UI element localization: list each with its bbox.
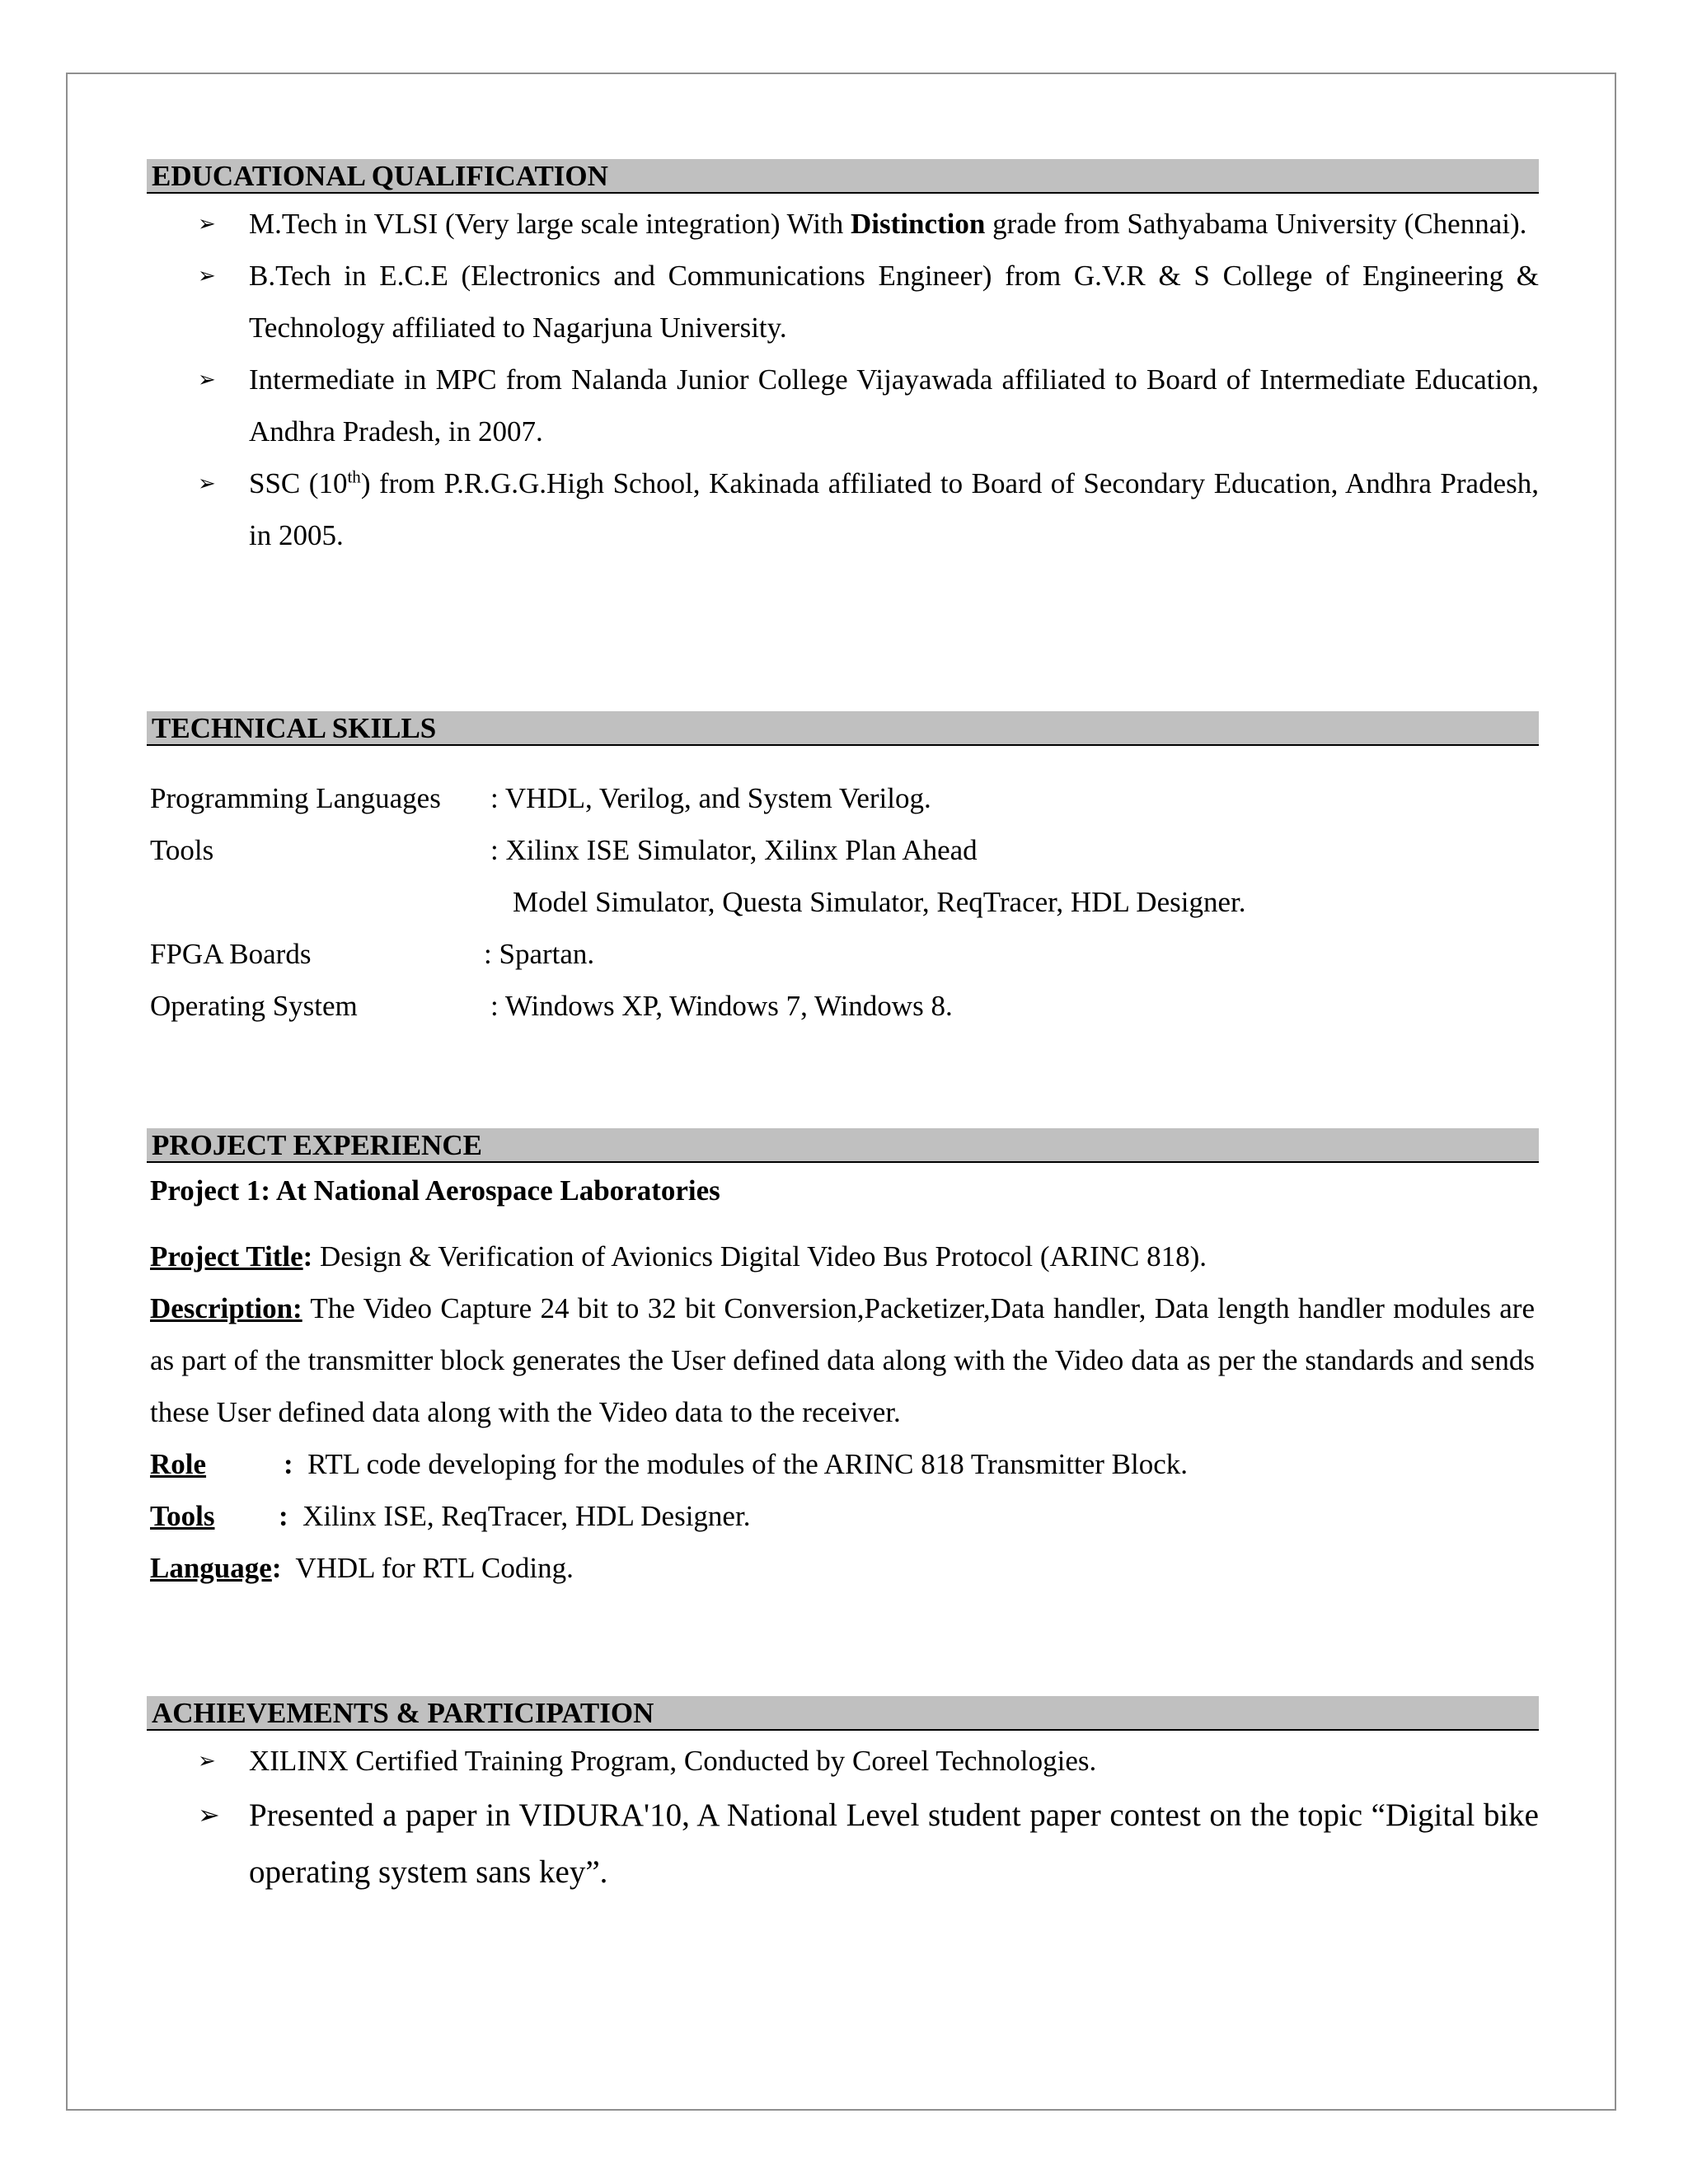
skill-row: Operating System : Windows XP, Windows 7, Windows 8.	[150, 990, 953, 1022]
skill-row: Model Simulator, Questa Simulator, ReqTracer, HDL Designer.	[513, 886, 1246, 918]
achievements-list	[147, 1735, 1539, 1900]
project-1	[150, 1165, 1535, 1594]
list-item: ➢ Intermediate in MPC from Nalanda Junior College Vijayawada affiliated to Board of Intermediate Education, Andhra Pradesh, in 2007.	[147, 354, 1539, 457]
projects-heading: PROJECT EXPERIENCE	[147, 1128, 1539, 1163]
skill-row: Programming Languages : VHDL, Verilog, and System Verilog.	[150, 782, 931, 814]
skill-row: FPGA Boards : Spartan.	[150, 938, 595, 970]
skills-heading: TECHNICAL SKILLS	[147, 711, 1539, 746]
list-item: ➢ B.Tech in E.C.E (Electronics and Communications Engineer) from G.V.R & S College of Engineering & Technology affiliated to Nagarjuna University.	[147, 250, 1539, 354]
project-tools: Tools : Xilinx ISE, ReqTracer, HDL Designer.	[150, 1500, 751, 1532]
project-description: Description: The Video Capture 24 bit to 32 bit Conversion,Packetizer,Data handler, Data length handler modules are as part of the transmitter block generates the User defined data along with the Video data as per the standards and sends these User defined data along with the Video data to the receiver.	[150, 1292, 1535, 1428]
education-heading: EDUCATIONAL QUALIFICATION	[147, 159, 1539, 194]
list-item: ➢ Presented a paper in VIDURA'10, A National Level student paper contest on the topic “Digital bike operating system sans key”.	[147, 1787, 1539, 1900]
project-language: Language: VHDL for RTL Coding.	[150, 1552, 574, 1584]
arrowhead-bullet-icon: ➢	[198, 368, 216, 391]
project-role: Role : RTL code developing for the modules of the ARINC 818 Transmitter Block.	[150, 1448, 1189, 1480]
skills-table	[150, 772, 1535, 1032]
arrowhead-bullet-icon: ➢	[198, 212, 216, 236]
arrowhead-bullet-icon: ➢	[198, 1749, 216, 1773]
list-item: ➢ M.Tech in VLSI (Very large scale integration) With Distinction grade from Sathyabama University (Chennai).	[147, 198, 1539, 250]
achievements-heading: ACHIEVEMENTS & PARTICIPATION	[147, 1696, 1539, 1731]
project-title-line: Project Title: Design & Verification of Avionics Digital Video Bus Protocol (ARINC 818).	[150, 1240, 1207, 1272]
education-list	[147, 198, 1539, 561]
list-item: ➢ XILINX Certified Training Program, Conducted by Coreel Technologies.	[147, 1735, 1539, 1787]
arrowhead-bullet-icon: ➢	[198, 1800, 220, 1830]
skill-row: Tools : Xilinx ISE Simulator, Xilinx Plan Ahead	[150, 834, 978, 866]
list-item: ➢ SSC (10th) from P.R.G.G.High School, Kakinada affiliated to Board of Secondary Education, Andhra Pradesh, in 2005.	[147, 457, 1539, 561]
arrowhead-bullet-icon: ➢	[198, 264, 216, 288]
arrowhead-bullet-icon: ➢	[198, 471, 216, 495]
project-heading: Project 1: At National Aerospace Laboratories	[150, 1174, 720, 1207]
